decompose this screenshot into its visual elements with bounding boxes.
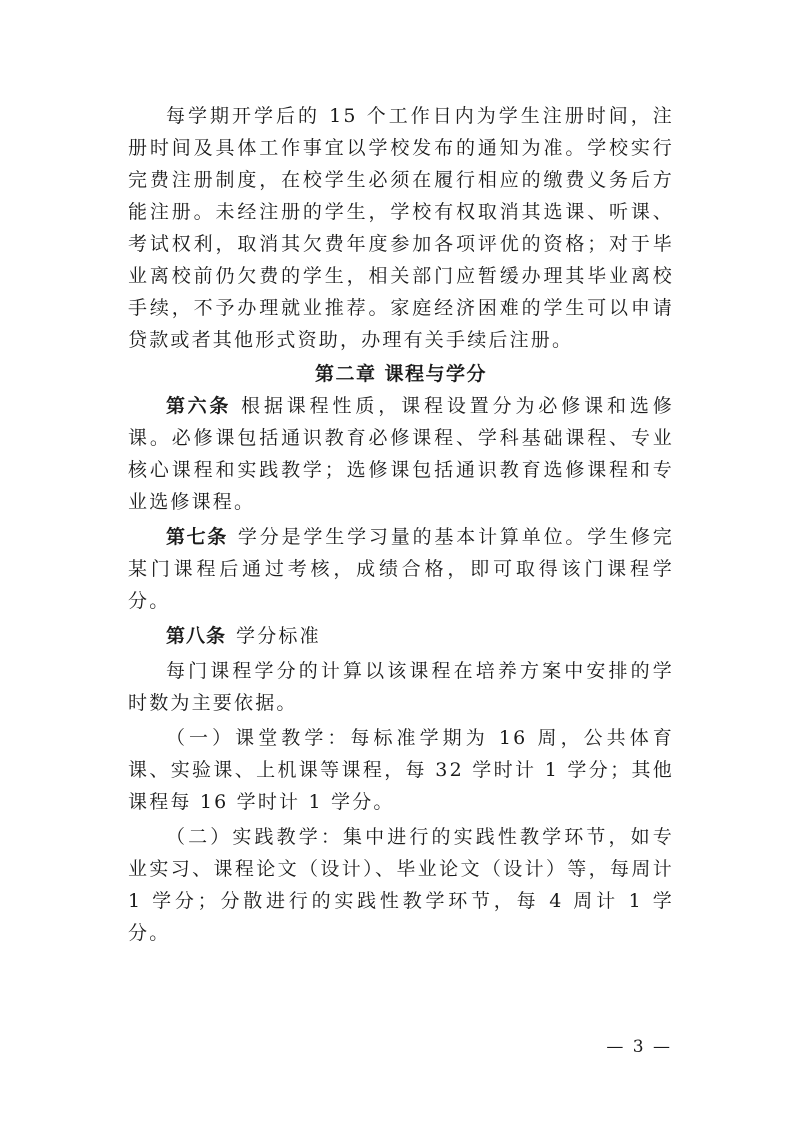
article-8-text: 学分标准 xyxy=(236,625,321,647)
article-6 xyxy=(128,390,674,518)
article-7 xyxy=(128,521,674,617)
page-number: — 3 — xyxy=(606,1037,672,1057)
paragraph-credit-basis: 每门课程学分的计算以该课程在培养方案中安排的学时数为主要依据。 xyxy=(128,660,674,714)
article-8 xyxy=(128,620,674,652)
article-6-title: 第六条 xyxy=(166,395,232,417)
article-6-text: 根据课程性质，课程设置分为必修课和选修课。必修课包括通识教育必修课程、学科基础课程、专业核心课程和实践教学；选修课包括通识教育选修课程和专业选修课程。 xyxy=(128,395,674,513)
document-body xyxy=(128,100,674,949)
item-classroom-teaching: （一）课堂教学：每标准学期为 16 周，公共体育课、实验课、上机课等课程，每 32 学时计 1 学分；其他课程每 16 学时计 1 学分。 xyxy=(128,727,674,813)
paragraph-registration: 每学期开学后的 15 个工作日内为学生注册时间，注册时间及具体工作事宜以学校发布的通知为准。学校实行完费注册制度，在校学生必须在履行相应的缴费义务后方能注册。未经注册的学生，学校有权取消其选课、听课、考试权利，取消其欠费年度参加各项评优的资格；对于毕业离校前仍欠费的学生，相关部门应暂缓办理其毕业离校手续，不予办理就业推荐。家庭经济困难的学生可以申请贷款或者其他形式资助，办理有关手续后注册。 xyxy=(128,105,674,351)
item-practical-teaching: （二）实践教学：集中进行的实践性教学环节，如专业实习、课程论文（设计）、毕业论文（设计）等，每周计 1 学分；分散进行的实践性教学环节，每 4 周计 1 学分。 xyxy=(128,826,674,944)
chapter-title: 第二章 课程与学分 xyxy=(314,363,488,385)
article-7-text: 学分是学生学习量的基本计算单位。学生修完某门课程后通过考核，成绩合格，即可取得该门课程学分。 xyxy=(128,526,674,612)
article-7-title: 第七条 xyxy=(166,526,228,548)
article-8-title: 第八条 xyxy=(166,625,227,647)
